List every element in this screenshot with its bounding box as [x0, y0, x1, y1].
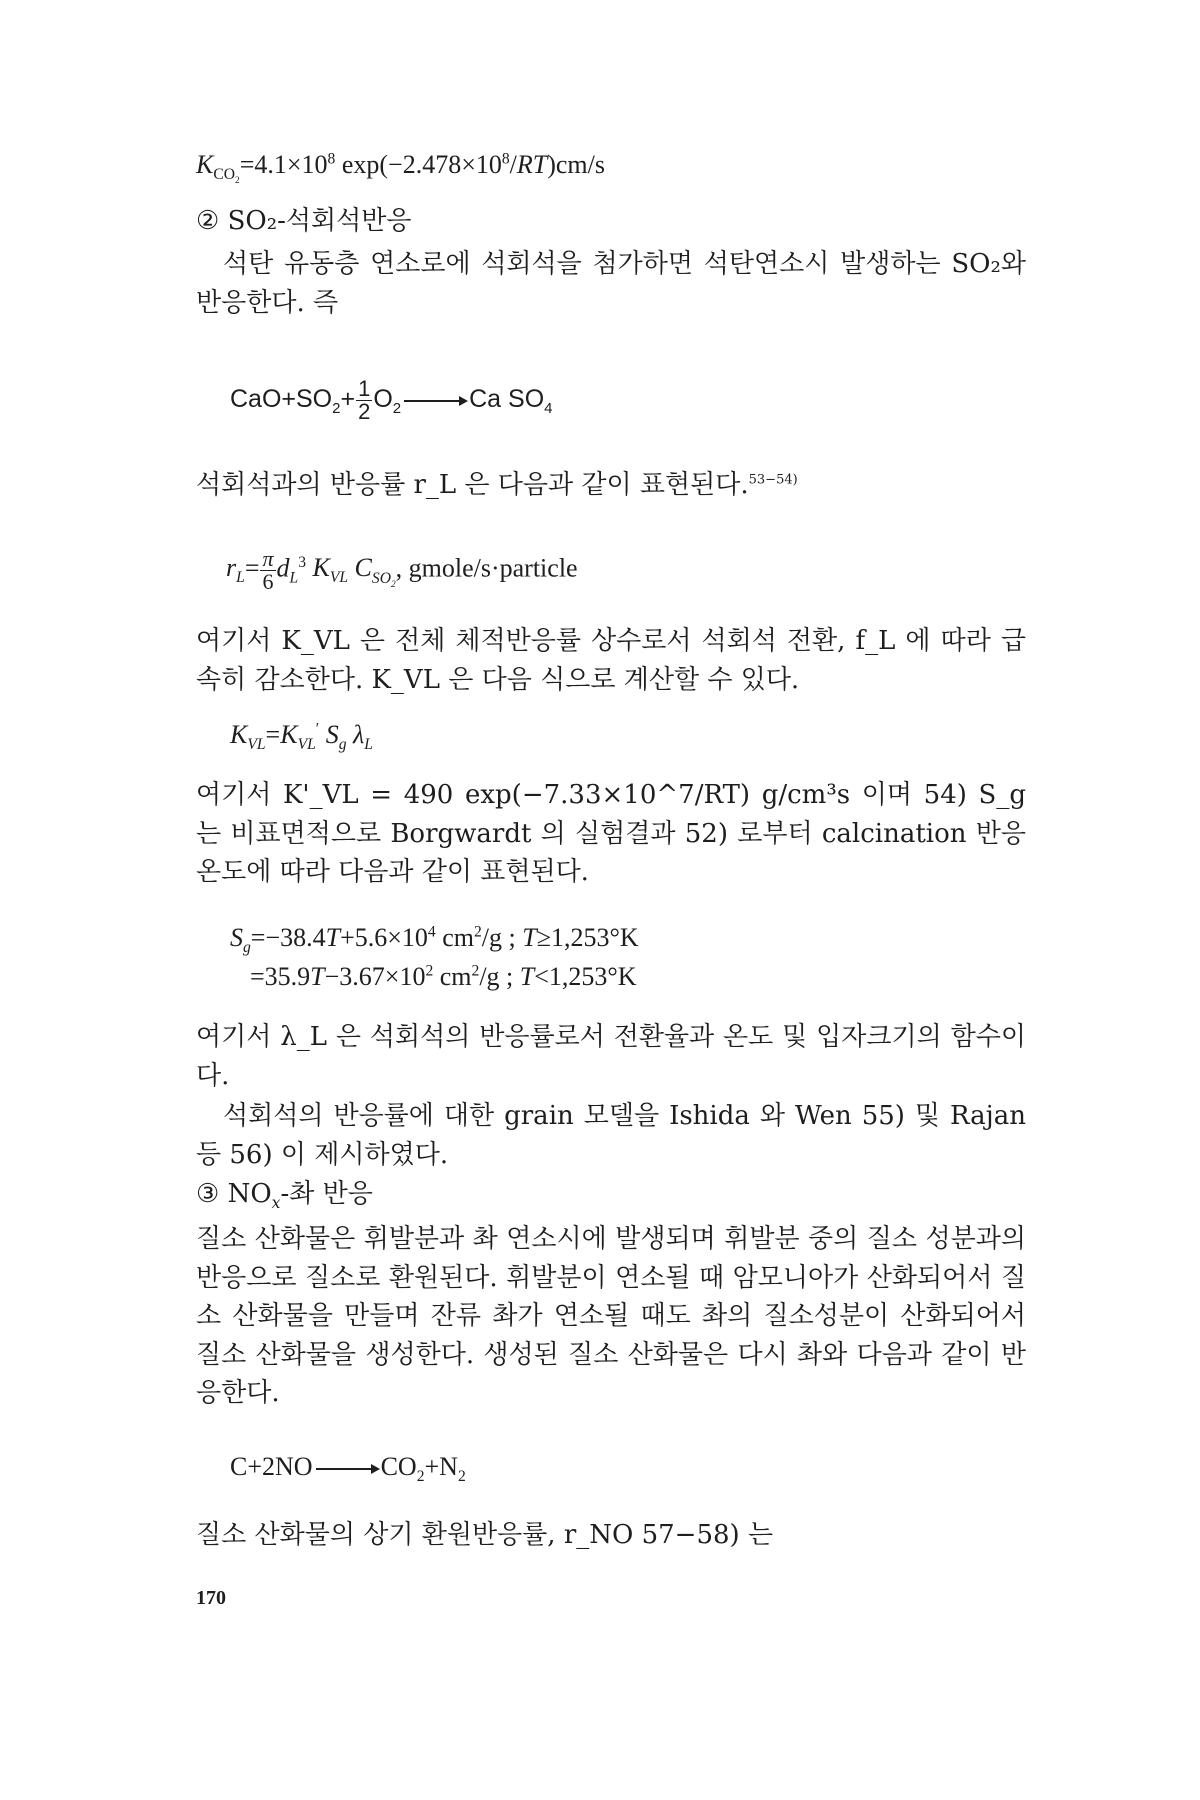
page-number: 170: [196, 1587, 226, 1609]
equation-sg-high-temp: $S_g=-38.4T+5.6\times 10^4$ $cm^2/g$ ; T≥1,253°K: [230, 923, 639, 957]
equation-sg-low-temp: $=35.9T-3.67\times 10^2$ $cm^2/g$ ; T<1,253°K: [250, 962, 637, 991]
paragraph-nitrogen-oxides: 질소 산화물은 휘발분과 촤 연소시에 발생되며 휘발분 중의 질소 성분과의 반응으로 질소로 환원된다. 휘발분이 연소될 때 암모니아가 산화되어서 질소 산화물을 만들며 잔류 촤가 연소될 때도 촤의 질소성분이 산화되어서 질소 산화물을 생성한다. 생성된 질소 산화물은 다시 촤와 다음과 같이 반응한다.: [196, 1224, 1026, 1408]
equation-kco2: $K_{CO_2}=4.1\times 10^8$ $\exp(-2.478\times 10^8/RT)cm/s$: [196, 150, 605, 187]
reaction-arrow: [404, 400, 466, 402]
paragraph-limestone-addition: 석탄 유동층 연소로에 석회석을 첨가하면 석탄연소시 발생하는 SO₂와 반응한다. 즉: [196, 249, 1026, 318]
paragraph-grain-model: 석회석의 반응률에 대한 grain 모델을 Ishida 와 Wen 55) 및 Rajan 등 56) 이 제시하였다.: [196, 1101, 1026, 1170]
paragraph-no-reduction-rate: 질소 산화물의 상기 환원반응률, r_NO 57−58) 는: [196, 1520, 774, 1550]
paragraph-lambda-definition: 여기서 λ_L 은 석회석의 반응률로서 전환율과 온도 및 입자크기의 함수이다.: [196, 1022, 1026, 1091]
reaction-arrow: [316, 1468, 378, 1470]
section-heading-so2: ② SO₂-석회석반응: [196, 206, 412, 236]
paragraph-specific-surface: 여기서 K'_VL = 490 exp(−7.33×10^7/RT) g/cm³s 이며 54) S_g 는 비표면적으로 Borgwardt 의 실험결과 52) 로부터 calcination 반응온도에 따라 다음과 같이 표현된다.: [196, 780, 1026, 887]
equation-rl: $r_L=$ $\frac{\pi}{6}$ $d_L^3$ $K_{VL}$ $C_{SO_2}$, gmole/s·particle: [226, 546, 578, 594]
equation-kvl: $K_{VL}=K_{VL}'$ $S_g$ $\lambda_L$: [230, 720, 373, 754]
section-heading-nox: ③ $NO_x-$촤 반응: [196, 1179, 373, 1213]
paragraph-kvl-definition: 여기서 K_VL 은 전체 체적반응률 상수로서 석회석 전환, f_L 에 따라 급속히 감소한다. K_VL 은 다음 식으로 계산할 수 있다.: [196, 626, 1026, 695]
equation-c-no: C+2NO $CO_2+N_2$: [230, 1452, 466, 1486]
paragraph-reaction-rate-intro: 석회석과의 반응률 r_L 은 다음과 같이 표현된다.$^{53-54)}$: [196, 470, 798, 500]
equation-cao-so2: $CaO+SO_2+$ $\frac{1}{2}$ $O_2$ Ca $SO_4$: [230, 376, 553, 424]
